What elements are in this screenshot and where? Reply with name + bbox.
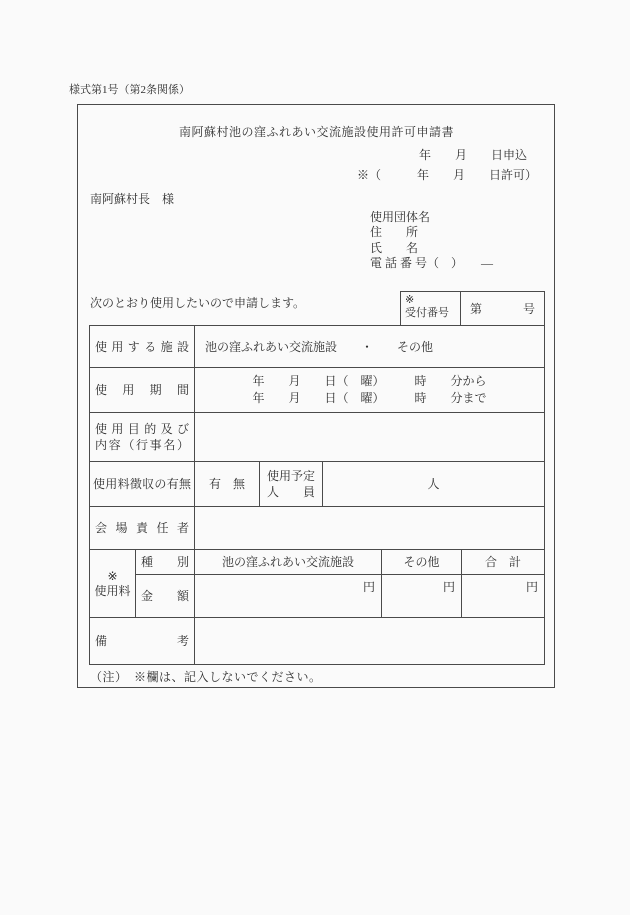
receipt-number-box [400,291,545,326]
addressee: 南阿蘇村長 様 [90,192,175,206]
fee-column-total-cell: 合 計 [462,550,545,575]
application-date-line: 年 月 日申込 [419,148,528,162]
period-label-cell: 使用期間 [90,368,195,413]
yen-unit: 円 [362,580,375,594]
period-to-line: 年 月 日（ 曜） 時 分まで [252,391,487,405]
period-from-line: 年 月 日（ 曜） 時 分から [252,374,487,388]
fee-collection-options-cell: 有 無 [195,462,260,507]
permit-date-line: ※（ 年 月 日許可） [357,168,538,182]
purpose-value-cell [195,413,545,462]
note-text: （注） ※欄は、記入しないでください。 [90,670,322,684]
fee-amount-facility-cell [195,575,382,618]
venue-manager-label-cell: 会場責任者 [90,507,195,550]
receipt-number-label-cell [401,292,461,325]
fee-row-label-cell: ※ 使用料 [90,550,136,618]
fee-collection-label-cell: 使用料徴収の有無 [90,462,195,507]
applicant-block [370,210,493,272]
receipt-number-value-cell [461,292,544,325]
fee-column-facility-cell: 池の窪ふれあい交流施設 [195,550,382,575]
fee-row-star: ※ [107,568,118,583]
receipt-star: ※ [405,294,415,306]
facility-label-cell: 使用する施設 [90,326,195,368]
declaration-text: 次のとおり使用したいので申請します。 [90,296,306,310]
yen-unit: 円 [525,580,538,594]
applicant-name-label: 氏 名 [370,240,419,255]
attendees-value-cell: 人 [323,462,545,507]
applicant-address-label: 住 所 [370,225,419,240]
yen-unit: 円 [442,580,455,594]
remarks-value-cell [195,618,545,665]
receipt-number-label: 受付番号 [405,307,449,319]
applicant-group-label: 使用団体名 [370,210,431,224]
receipt-number-suffix: 号 [522,302,535,316]
receipt-number-prefix: 第 [470,302,483,316]
fee-column-other-cell: その他 [382,550,462,575]
venue-manager-value-cell [195,507,545,550]
form-title: 南阿蘇村池の窪ふれあい交流施設使用許可申請書 [178,125,454,139]
period-value-cell [195,368,545,413]
usage-table [89,325,545,665]
purpose-label-cell: 使用目的及び 内容（行事名） [90,413,195,462]
attendees-label-cell: 使用予定 人員 [260,462,323,507]
fee-amount-label-cell: 金額 [136,575,195,618]
facility-value-cell: 池の窪ふれあい交流施設 ・ その他 [195,326,545,368]
applicant-phone-label: 電 話 番 号（ ） ― [370,256,494,271]
fee-amount-other-cell [382,575,462,618]
fee-type-label-cell: 種別 [136,550,195,575]
remarks-label-cell: 備考 [90,618,195,665]
fee-amount-total-cell [462,575,545,618]
form-number: 様式第1号（第2条関係） [69,84,190,96]
